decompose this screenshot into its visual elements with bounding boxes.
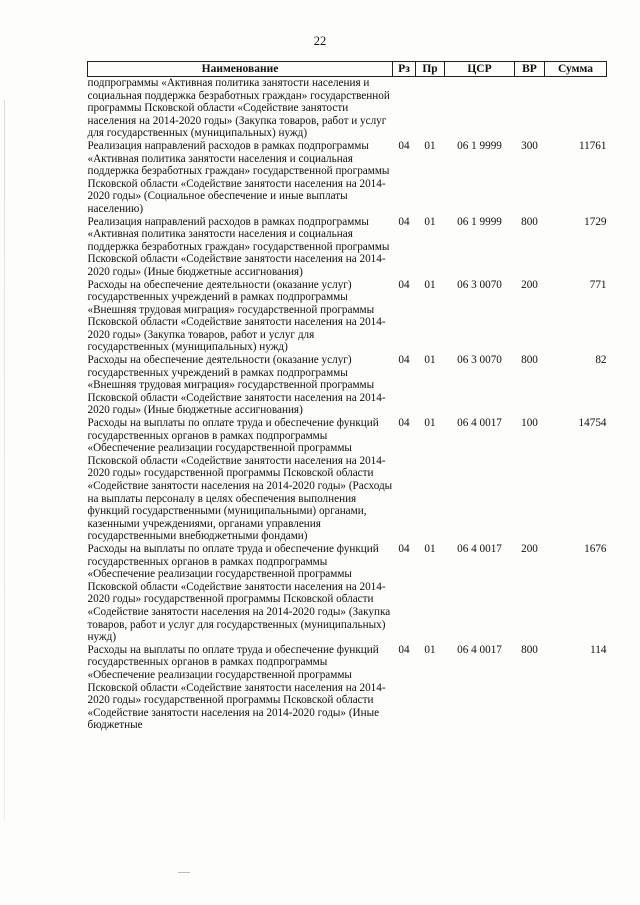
table-row [88,543,607,644]
row-sum: 771 [589,278,607,291]
row-csr: 06 4 0017 [457,417,502,430]
column-header-rz: Рз [393,62,416,77]
column-header-pr: Пр [416,62,445,77]
row-pr: 01 [424,278,436,291]
row-sum: 14754 [578,417,607,430]
table-row [88,644,607,732]
row-name: Расходы на обеспечение деятельности (оказание услуг) государственных учреждений в рамках подпрограммы «Внешняя трудовая миграция» государственной программы Псковской области «Содействие занятости населения на 2014-2020 годы» (Закупка товаров, работ и услуг для государственных (муниципальных) нужд) [87,278,386,354]
column-header-sum: Сумма [545,62,607,77]
row-rz: 04 [398,278,410,291]
row-csr: 06 4 0017 [457,542,502,555]
row-rz: 04 [398,354,410,367]
row-rz: 04 [398,643,410,656]
row-sum: 1729 [584,215,607,228]
column-header-name: Наименование [88,62,393,77]
row-rz: 04 [398,139,410,152]
table-row [88,354,607,417]
row-vr: 200 [521,542,538,555]
row-rz: 04 [398,542,410,555]
row-name: Расходы на выплаты по оплате труда и обеспечение функций государственных органов в рамках подпрограммы «Обеспечение реализации государственной программы Псковской области «Содействие занятости населения на 2014-2020 годы» государственной программы Псковской области «Содействие занятости населения на 2014-2020 годы» (Иные бюджетные [87,643,386,732]
table-row [88,140,607,216]
row-sum: 11761 [578,139,607,152]
row-pr: 01 [424,139,436,152]
table-row [88,216,607,279]
row-pr: 01 [424,215,436,228]
table-row [88,279,607,355]
budget-table [87,61,607,732]
table-header-row [88,62,607,77]
column-header-csr: ЦСР [445,62,515,77]
page-number: 22 [313,34,327,48]
row-vr: 800 [521,643,538,656]
row-name: Расходы на обеспечение деятельности (оказание услуг) государственных учреждений в рамках подпрограммы «Внешняя трудовая миграция» государственной программы Псковской области «Содействие занятости населения на 2014-2020 годы» (Иные бюджетные ассигнования) [87,354,386,417]
row-sum: 82 [595,354,607,367]
row-name: Реализация направлений расходов в рамках подпрограммы «Активная политика занятости населения и социальная поддержка безработных граждан» государственной программы Псковской области «Содействие занятости населения на 2014-2020 годы» (Социальное обеспечение и иные выплаты населению) [87,139,390,215]
scan-artifact [178,872,190,873]
row-csr: 06 4 0017 [457,643,502,656]
row-vr: 800 [521,215,538,228]
row-name: Расходы на выплаты по оплате труда и обеспечение функций государственных органов в рамках подпрограммы «Обеспечение реализации государственной программы Псковской области «Содействие занятости населения на 2014-2020 годы» государственной программы Псковской области «Содействие занятости населения на 2014-2020 годы» (Закупка товаров, работ и услуг для государственных (муниципальных) нужд) [87,542,391,644]
column-header-vr: ВР [515,62,545,77]
row-pr: 01 [424,417,436,430]
row-name: Расходы на выплаты по оплате труда и обеспечение функций государственных органов в рамках подпрограммы «Обеспечение реализации государственной программы Псковской области «Содействие занятости населения на 2014-2020 годы» государственной программы Псковской области «Содействие занятости населения на 2014-2020 годы» (Расходы на выплаты персоналу в целях обеспечения выполнения функций государственными (муниципальными) органами, казенными учреждениями, органами управления государственными внебюджетными фондами) [87,417,393,543]
row-rz [393,77,416,140]
row-pr [416,77,445,140]
row-csr: 06 3 0070 [457,278,502,291]
row-csr [445,77,515,140]
row-pr: 01 [424,354,436,367]
row-sum [545,77,607,140]
row-csr: 06 1 9999 [457,215,502,228]
row-csr: 06 3 0070 [457,354,502,367]
scan-margin-line [4,100,5,820]
row-pr: 01 [424,643,436,656]
row-rz: 04 [398,417,410,430]
table-row [88,77,607,140]
row-name: Реализация направлений расходов в рамках подпрограммы «Активная политика занятости населения и социальная поддержка безработных граждан» государственной программы Псковской области «Содействие занятости населения на 2014-2020 годы» (Иные бюджетные ассигнования) [87,215,390,278]
row-vr: 200 [521,278,538,291]
row-vr: 800 [521,354,538,367]
row-vr: 300 [521,139,538,152]
row-csr: 06 1 9999 [457,139,502,152]
row-sum: 1676 [584,542,607,555]
table-row [88,417,607,543]
row-rz: 04 [398,215,410,228]
row-sum: 114 [590,643,607,656]
row-vr [515,77,545,140]
row-name: подпрограммы «Активная политика занятости населения и социальная поддержка безработных граждан» государственной программы Псковской области «Содействие занятости населения на 2014-2020 годы» (Закупка товаров, работ и услуг для государственных (муниципальных) нужд) [87,77,390,140]
row-pr: 01 [424,542,436,555]
row-vr: 100 [521,417,538,430]
